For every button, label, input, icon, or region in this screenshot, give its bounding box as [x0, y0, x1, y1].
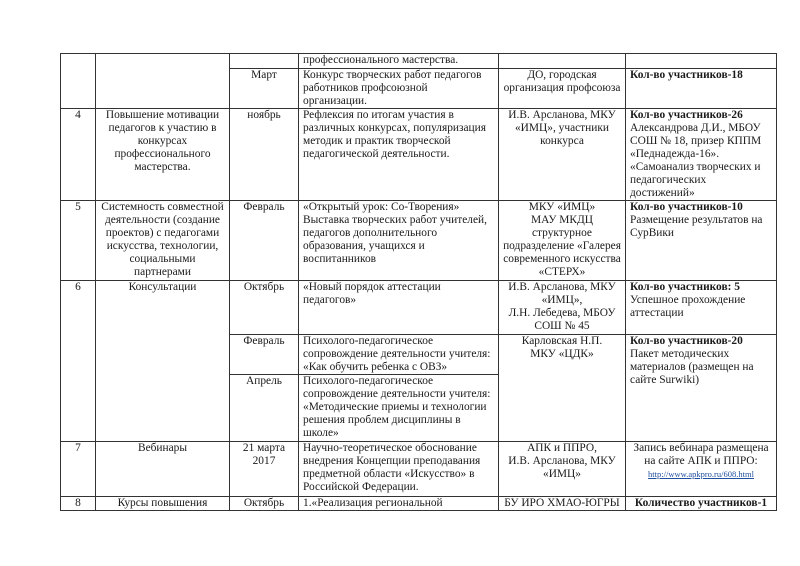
- result-text: Пакет методических материалов (размещен на сайте Surwiki): [630, 348, 754, 386]
- row-number: 5: [61, 201, 96, 281]
- result-cell: [626, 497, 777, 511]
- responsible-cell: ДО, городская организация профсоюза: [499, 69, 626, 109]
- direction-cell: Консультации: [96, 281, 230, 442]
- participants-count: Количество участников-1: [634, 497, 768, 509]
- event-cell: Научно-теоретическое обоснование внедрения Концепции преподавания предметной области «Искусство» в Российской Федерации.: [299, 442, 499, 497]
- responsible-cell: МКУ «ИМЦ» МАУ МКДЦ структурное подразделение «Галерея современного искусства «СТЕРХ»: [499, 201, 626, 281]
- row-number: 8: [61, 497, 96, 511]
- responsible-cell: АПК и ППРО, И.В. Арсланова, МКУ «ИМЦ»: [499, 442, 626, 497]
- row-number: 6: [61, 281, 96, 442]
- result-cell: [626, 54, 777, 69]
- event-cell: Психолого-педагогическое сопровождение деятельности учителя: «Как обучить ребенка с ОВЗ»: [299, 335, 499, 375]
- responsible-cell: И.В. Арсланова, МКУ «ИМЦ», участники конкурса: [499, 109, 626, 201]
- table-row: [61, 497, 777, 511]
- result-cell: [626, 201, 777, 281]
- event-cell: 1.«Реализация региональной: [299, 497, 499, 511]
- result-cell: [626, 281, 777, 335]
- event-cell: Рефлексия по итогам участия в различных конкурсах, популяризация методик и практик творческой педагогической деятельности.: [299, 109, 499, 201]
- event-cell: «Новый порядок аттестации педагогов»: [299, 281, 499, 335]
- row-number: 7: [61, 442, 96, 497]
- result-text: Успешное прохождение аттестации: [630, 294, 746, 319]
- direction-cell: Курсы повышения: [96, 497, 230, 511]
- result-text: Запись вебинара размещена на сайте АПК и ППРО:: [633, 442, 769, 467]
- table-row: [61, 442, 777, 497]
- event-title: «Открытый урок: Со-Творения»: [303, 201, 460, 213]
- responsible-cell: [499, 54, 626, 69]
- table-row: [61, 54, 777, 69]
- table-row: [61, 201, 777, 281]
- table-row: [61, 281, 777, 335]
- result-cell: [626, 69, 777, 109]
- participants-count: Кол-во участников-18: [630, 69, 743, 81]
- direction-cell: [96, 54, 230, 109]
- result-cell: [626, 335, 777, 442]
- result-cell: [626, 442, 777, 497]
- participants-count: Кол-во участников: 5: [630, 281, 740, 293]
- row-number: 4: [61, 109, 96, 201]
- date-cell: ноябрь: [230, 109, 299, 201]
- direction-cell: Системность совместной деятельности (создание проектов) с педагогами искусства, технологии, социальными партнерами: [96, 201, 230, 281]
- date-cell: Октябрь: [230, 497, 299, 511]
- responsible-cell: БУ ИРО ХМАО-ЮГРЫ: [499, 497, 626, 511]
- webinar-link[interactable]: http://www.apkpro.ru/608.html: [648, 469, 754, 479]
- event-plan-table: [60, 53, 777, 511]
- event-cell: Психолого-педагогическое сопровождение деятельности учителя: «Методические приемы и технологии решения проблем дисциплины в школе»: [299, 375, 499, 442]
- event-cell: [299, 201, 499, 281]
- date-cell: 21 марта 2017: [230, 442, 299, 497]
- participants-count: Кол-во участников-20: [630, 335, 743, 347]
- responsible-cell: Карловская Н.П. МКУ «ЦДК»: [499, 335, 626, 442]
- date-cell: Февраль: [230, 201, 299, 281]
- participants-count: Кол-во участников-10: [630, 201, 743, 213]
- participants-count: Кол-во участников-26: [630, 109, 743, 121]
- event-cell: Конкурс творческих работ педагогов работников профсоюзной организации.: [299, 69, 499, 109]
- table-row: [61, 109, 777, 201]
- date-cell: Апрель: [230, 375, 299, 442]
- event-cell: профессионального мастерства.: [299, 54, 499, 69]
- date-cell: Февраль: [230, 335, 299, 375]
- event-description: Выставка творческих работ учителей, педагогов дополнительного образования, учащихся и воспитанников: [303, 214, 487, 265]
- direction-cell: Вебинары: [96, 442, 230, 497]
- result-cell: [626, 109, 777, 201]
- direction-cell: Повышение мотивации педагогов к участию в конкурсах профессионального мастерства.: [96, 109, 230, 201]
- result-text: Размещение результатов на СурВики: [630, 214, 763, 239]
- responsible-cell: И.В. Арсланова, МКУ «ИМЦ», Л.Н. Лебедева, МБОУ СОШ № 45: [499, 281, 626, 335]
- date-cell: Октябрь: [230, 281, 299, 335]
- row-number: [61, 54, 96, 109]
- date-cell: [230, 54, 299, 69]
- date-cell: Март: [230, 69, 299, 109]
- result-text: Александрова Д.И., МБОУ СОШ № 18, призер КППМ «Педнадежда-16». «Самоанализ творческих и педагогических достижений»: [630, 122, 762, 199]
